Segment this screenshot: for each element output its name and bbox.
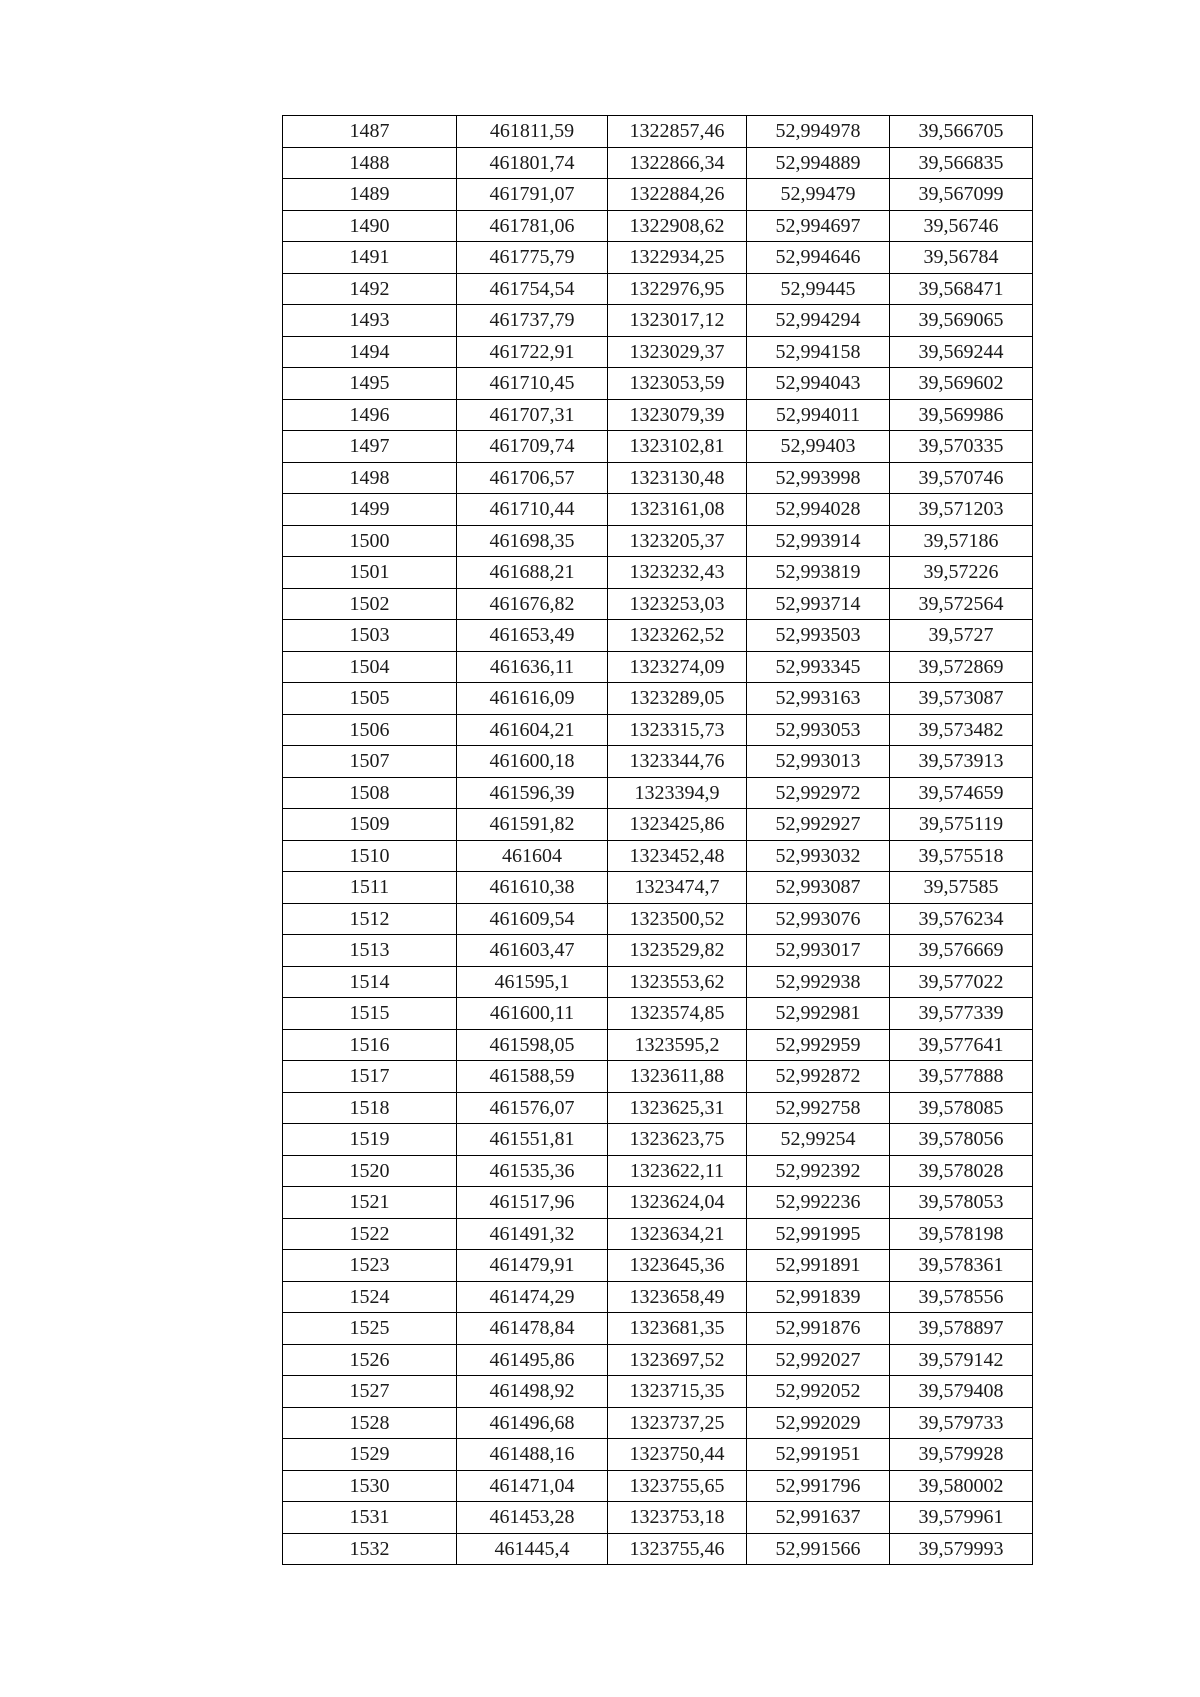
- table-row: [283, 1470, 1033, 1502]
- longitude-cell: 39,577888: [890, 1061, 1033, 1093]
- coord-y-cell: 1323755,46: [608, 1533, 747, 1565]
- latitude-cell: 52,992027: [747, 1344, 890, 1376]
- table-row: [283, 840, 1033, 872]
- coord-x-cell: 461535,36: [457, 1155, 608, 1187]
- coord-x-cell: 461498,92: [457, 1376, 608, 1408]
- point-number-cell: 1502: [283, 588, 457, 620]
- latitude-cell: 52,992927: [747, 809, 890, 841]
- table-row: [283, 966, 1033, 998]
- table-row: [283, 1218, 1033, 1250]
- coord-y-cell: 1323017,12: [608, 305, 747, 337]
- latitude-cell: 52,991566: [747, 1533, 890, 1565]
- coord-x-cell: 461603,47: [457, 935, 608, 967]
- table-row: [283, 462, 1033, 494]
- longitude-cell: 39,574659: [890, 777, 1033, 809]
- latitude-cell: 52,991796: [747, 1470, 890, 1502]
- longitude-cell: 39,578085: [890, 1092, 1033, 1124]
- latitude-cell: 52,991891: [747, 1250, 890, 1282]
- point-number-cell: 1503: [283, 620, 457, 652]
- coord-x-cell: 461600,11: [457, 998, 608, 1030]
- coord-y-cell: 1323425,86: [608, 809, 747, 841]
- table-row: [283, 1029, 1033, 1061]
- table-row: [283, 273, 1033, 305]
- table-row: [283, 1281, 1033, 1313]
- table-row: [283, 1502, 1033, 1534]
- latitude-cell: 52,991839: [747, 1281, 890, 1313]
- table-row: [283, 1187, 1033, 1219]
- table-row: [283, 210, 1033, 242]
- latitude-cell: 52,992981: [747, 998, 890, 1030]
- latitude-cell: 52,991637: [747, 1502, 890, 1534]
- coord-x-cell: 461737,79: [457, 305, 608, 337]
- latitude-cell: 52,993163: [747, 683, 890, 715]
- table-row: [283, 431, 1033, 463]
- table-row: [283, 1407, 1033, 1439]
- latitude-cell: 52,994011: [747, 399, 890, 431]
- point-number-cell: 1529: [283, 1439, 457, 1471]
- table-row: [283, 1376, 1033, 1408]
- table-row: [283, 998, 1033, 1030]
- coord-y-cell: 1322908,62: [608, 210, 747, 242]
- longitude-cell: 39,567099: [890, 179, 1033, 211]
- coord-y-cell: 1323595,2: [608, 1029, 747, 1061]
- longitude-cell: 39,573087: [890, 683, 1033, 715]
- latitude-cell: 52,994889: [747, 147, 890, 179]
- point-number-cell: 1504: [283, 651, 457, 683]
- table-row: [283, 777, 1033, 809]
- coord-y-cell: 1323553,62: [608, 966, 747, 998]
- longitude-cell: 39,569065: [890, 305, 1033, 337]
- coord-x-cell: 461474,29: [457, 1281, 608, 1313]
- latitude-cell: 52,992758: [747, 1092, 890, 1124]
- longitude-cell: 39,575518: [890, 840, 1033, 872]
- coord-x-cell: 461610,38: [457, 872, 608, 904]
- point-number-cell: 1531: [283, 1502, 457, 1534]
- latitude-cell: 52,993053: [747, 714, 890, 746]
- point-number-cell: 1510: [283, 840, 457, 872]
- longitude-cell: 39,57226: [890, 557, 1033, 589]
- point-number-cell: 1523: [283, 1250, 457, 1282]
- latitude-cell: 52,994028: [747, 494, 890, 526]
- point-number-cell: 1532: [283, 1533, 457, 1565]
- coord-y-cell: 1323289,05: [608, 683, 747, 715]
- longitude-cell: 39,573913: [890, 746, 1033, 778]
- coord-x-cell: 461754,54: [457, 273, 608, 305]
- latitude-cell: 52,992959: [747, 1029, 890, 1061]
- longitude-cell: 39,578556: [890, 1281, 1033, 1313]
- table-row: [283, 1439, 1033, 1471]
- latitude-cell: 52,993017: [747, 935, 890, 967]
- point-number-cell: 1514: [283, 966, 457, 998]
- latitude-cell: 52,992392: [747, 1155, 890, 1187]
- coord-x-cell: 461706,57: [457, 462, 608, 494]
- latitude-cell: 52,993503: [747, 620, 890, 652]
- coord-y-cell: 1323344,76: [608, 746, 747, 778]
- point-number-cell: 1492: [283, 273, 457, 305]
- longitude-cell: 39,57186: [890, 525, 1033, 557]
- coord-y-cell: 1323634,21: [608, 1218, 747, 1250]
- coord-x-cell: 461600,18: [457, 746, 608, 778]
- table-row: [283, 525, 1033, 557]
- table-row: [283, 147, 1033, 179]
- table-row: [283, 935, 1033, 967]
- longitude-cell: 39,56746: [890, 210, 1033, 242]
- coord-x-cell: 461488,16: [457, 1439, 608, 1471]
- longitude-cell: 39,570335: [890, 431, 1033, 463]
- point-number-cell: 1489: [283, 179, 457, 211]
- coord-x-cell: 461471,04: [457, 1470, 608, 1502]
- coord-y-cell: 1323394,9: [608, 777, 747, 809]
- latitude-cell: 52,99403: [747, 431, 890, 463]
- coord-x-cell: 461604: [457, 840, 608, 872]
- longitude-cell: 39,577339: [890, 998, 1033, 1030]
- latitude-cell: 52,993013: [747, 746, 890, 778]
- coord-x-cell: 461791,07: [457, 179, 608, 211]
- latitude-cell: 52,994158: [747, 336, 890, 368]
- coord-y-cell: 1323232,43: [608, 557, 747, 589]
- coord-y-cell: 1323622,11: [608, 1155, 747, 1187]
- point-number-cell: 1528: [283, 1407, 457, 1439]
- point-number-cell: 1515: [283, 998, 457, 1030]
- longitude-cell: 39,569244: [890, 336, 1033, 368]
- coord-x-cell: 461698,35: [457, 525, 608, 557]
- coord-y-cell: 1323753,18: [608, 1502, 747, 1534]
- coord-y-cell: 1323452,48: [608, 840, 747, 872]
- coord-y-cell: 1322884,26: [608, 179, 747, 211]
- coord-y-cell: 1323697,52: [608, 1344, 747, 1376]
- point-number-cell: 1530: [283, 1470, 457, 1502]
- coord-x-cell: 461676,82: [457, 588, 608, 620]
- point-number-cell: 1519: [283, 1124, 457, 1156]
- table-row: [283, 399, 1033, 431]
- longitude-cell: 39,576234: [890, 903, 1033, 935]
- coord-y-cell: 1323737,25: [608, 1407, 747, 1439]
- longitude-cell: 39,579961: [890, 1502, 1033, 1534]
- coord-y-cell: 1323274,09: [608, 651, 747, 683]
- point-number-cell: 1500: [283, 525, 457, 557]
- point-number-cell: 1498: [283, 462, 457, 494]
- point-number-cell: 1517: [283, 1061, 457, 1093]
- coord-x-cell: 461445,4: [457, 1533, 608, 1565]
- point-number-cell: 1508: [283, 777, 457, 809]
- latitude-cell: 52,992972: [747, 777, 890, 809]
- latitude-cell: 52,993998: [747, 462, 890, 494]
- coord-x-cell: 461609,54: [457, 903, 608, 935]
- latitude-cell: 52,993345: [747, 651, 890, 683]
- coord-y-cell: 1323053,59: [608, 368, 747, 400]
- coord-x-cell: 461811,59: [457, 116, 608, 148]
- coord-y-cell: 1323755,65: [608, 1470, 747, 1502]
- table-row: [283, 305, 1033, 337]
- point-number-cell: 1493: [283, 305, 457, 337]
- longitude-cell: 39,576669: [890, 935, 1033, 967]
- coord-y-cell: 1323029,37: [608, 336, 747, 368]
- latitude-cell: 52,99445: [747, 273, 890, 305]
- coord-y-cell: 1322857,46: [608, 116, 747, 148]
- point-number-cell: 1499: [283, 494, 457, 526]
- point-number-cell: 1495: [283, 368, 457, 400]
- point-number-cell: 1494: [283, 336, 457, 368]
- coord-x-cell: 461775,79: [457, 242, 608, 274]
- point-number-cell: 1524: [283, 1281, 457, 1313]
- coord-y-cell: 1323715,35: [608, 1376, 747, 1408]
- table-row: [283, 872, 1033, 904]
- table-row: [283, 714, 1033, 746]
- longitude-cell: 39,572869: [890, 651, 1033, 683]
- coord-y-cell: 1323658,49: [608, 1281, 747, 1313]
- coord-x-cell: 461709,74: [457, 431, 608, 463]
- table-row: [283, 494, 1033, 526]
- table-row: [283, 368, 1033, 400]
- point-number-cell: 1513: [283, 935, 457, 967]
- latitude-cell: 52,993819: [747, 557, 890, 589]
- longitude-cell: 39,568471: [890, 273, 1033, 305]
- coord-x-cell: 461596,39: [457, 777, 608, 809]
- longitude-cell: 39,578897: [890, 1313, 1033, 1345]
- latitude-cell: 52,994646: [747, 242, 890, 274]
- point-number-cell: 1501: [283, 557, 457, 589]
- coord-x-cell: 461517,96: [457, 1187, 608, 1219]
- longitude-cell: 39,570746: [890, 462, 1033, 494]
- latitude-cell: 52,992052: [747, 1376, 890, 1408]
- longitude-cell: 39,575119: [890, 809, 1033, 841]
- point-number-cell: 1511: [283, 872, 457, 904]
- coord-x-cell: 461722,91: [457, 336, 608, 368]
- longitude-cell: 39,580002: [890, 1470, 1033, 1502]
- table-row: [283, 620, 1033, 652]
- table-row: [283, 1533, 1033, 1565]
- point-number-cell: 1496: [283, 399, 457, 431]
- point-number-cell: 1525: [283, 1313, 457, 1345]
- coord-y-cell: 1323529,82: [608, 935, 747, 967]
- coord-x-cell: 461491,32: [457, 1218, 608, 1250]
- latitude-cell: 52,99254: [747, 1124, 890, 1156]
- table-row: [283, 336, 1033, 368]
- coord-y-cell: 1323645,36: [608, 1250, 747, 1282]
- table-row: [283, 746, 1033, 778]
- coord-y-cell: 1323161,08: [608, 494, 747, 526]
- coord-y-cell: 1322976,95: [608, 273, 747, 305]
- longitude-cell: 39,579928: [890, 1439, 1033, 1471]
- point-number-cell: 1506: [283, 714, 457, 746]
- coord-x-cell: 461604,21: [457, 714, 608, 746]
- latitude-cell: 52,99479: [747, 179, 890, 211]
- coord-x-cell: 461801,74: [457, 147, 608, 179]
- longitude-cell: 39,569602: [890, 368, 1033, 400]
- point-number-cell: 1505: [283, 683, 457, 715]
- coord-y-cell: 1323474,7: [608, 872, 747, 904]
- coord-y-cell: 1323625,31: [608, 1092, 747, 1124]
- latitude-cell: 52,992029: [747, 1407, 890, 1439]
- point-number-cell: 1491: [283, 242, 457, 274]
- latitude-cell: 52,993032: [747, 840, 890, 872]
- point-number-cell: 1497: [283, 431, 457, 463]
- coordinates-table-body: [283, 116, 1033, 1565]
- longitude-cell: 39,579733: [890, 1407, 1033, 1439]
- longitude-cell: 39,578053: [890, 1187, 1033, 1219]
- table-row: [283, 683, 1033, 715]
- point-number-cell: 1522: [283, 1218, 457, 1250]
- table-row: [283, 1155, 1033, 1187]
- table-row: [283, 557, 1033, 589]
- coord-y-cell: 1322866,34: [608, 147, 747, 179]
- coord-x-cell: 461479,91: [457, 1250, 608, 1282]
- coord-x-cell: 461616,09: [457, 683, 608, 715]
- coord-y-cell: 1323315,73: [608, 714, 747, 746]
- coord-y-cell: 1323079,39: [608, 399, 747, 431]
- coord-y-cell: 1323681,35: [608, 1313, 747, 1345]
- longitude-cell: 39,578361: [890, 1250, 1033, 1282]
- longitude-cell: 39,566705: [890, 116, 1033, 148]
- point-number-cell: 1487: [283, 116, 457, 148]
- coord-x-cell: 461591,82: [457, 809, 608, 841]
- latitude-cell: 52,994294: [747, 305, 890, 337]
- point-number-cell: 1490: [283, 210, 457, 242]
- coord-x-cell: 461478,84: [457, 1313, 608, 1345]
- coord-x-cell: 461707,31: [457, 399, 608, 431]
- point-number-cell: 1512: [283, 903, 457, 935]
- longitude-cell: 39,57585: [890, 872, 1033, 904]
- coord-y-cell: 1322934,25: [608, 242, 747, 274]
- latitude-cell: 52,992236: [747, 1187, 890, 1219]
- coord-y-cell: 1323623,75: [608, 1124, 747, 1156]
- longitude-cell: 39,56784: [890, 242, 1033, 274]
- point-number-cell: 1488: [283, 147, 457, 179]
- table-row: [283, 179, 1033, 211]
- longitude-cell: 39,579142: [890, 1344, 1033, 1376]
- table-row: [283, 903, 1033, 935]
- coord-y-cell: 1323500,52: [608, 903, 747, 935]
- coord-x-cell: 461453,28: [457, 1502, 608, 1534]
- table-row: [283, 809, 1033, 841]
- latitude-cell: 52,992938: [747, 966, 890, 998]
- coord-y-cell: 1323262,52: [608, 620, 747, 652]
- latitude-cell: 52,991951: [747, 1439, 890, 1471]
- longitude-cell: 39,571203: [890, 494, 1033, 526]
- longitude-cell: 39,566835: [890, 147, 1033, 179]
- point-number-cell: 1509: [283, 809, 457, 841]
- point-number-cell: 1521: [283, 1187, 457, 1219]
- longitude-cell: 39,572564: [890, 588, 1033, 620]
- coord-y-cell: 1323624,04: [608, 1187, 747, 1219]
- longitude-cell: 39,577022: [890, 966, 1033, 998]
- longitude-cell: 39,578028: [890, 1155, 1033, 1187]
- table-row: [283, 242, 1033, 274]
- point-number-cell: 1520: [283, 1155, 457, 1187]
- coord-y-cell: 1323574,85: [608, 998, 747, 1030]
- coord-x-cell: 461710,44: [457, 494, 608, 526]
- point-number-cell: 1518: [283, 1092, 457, 1124]
- coord-x-cell: 461576,07: [457, 1092, 608, 1124]
- coord-x-cell: 461495,86: [457, 1344, 608, 1376]
- latitude-cell: 52,994043: [747, 368, 890, 400]
- coord-y-cell: 1323130,48: [608, 462, 747, 494]
- latitude-cell: 52,994978: [747, 116, 890, 148]
- point-number-cell: 1526: [283, 1344, 457, 1376]
- latitude-cell: 52,993076: [747, 903, 890, 935]
- coord-y-cell: 1323750,44: [608, 1439, 747, 1471]
- table-row: [283, 651, 1033, 683]
- coord-x-cell: 461551,81: [457, 1124, 608, 1156]
- table-row: [283, 588, 1033, 620]
- latitude-cell: 52,993914: [747, 525, 890, 557]
- longitude-cell: 39,579408: [890, 1376, 1033, 1408]
- point-number-cell: 1507: [283, 746, 457, 778]
- coordinates-table: [282, 115, 1033, 1565]
- coord-x-cell: 461688,21: [457, 557, 608, 589]
- coord-x-cell: 461598,05: [457, 1029, 608, 1061]
- longitude-cell: 39,5727: [890, 620, 1033, 652]
- table-row: [283, 1061, 1033, 1093]
- coord-x-cell: 461710,45: [457, 368, 608, 400]
- longitude-cell: 39,577641: [890, 1029, 1033, 1061]
- latitude-cell: 52,991876: [747, 1313, 890, 1345]
- longitude-cell: 39,573482: [890, 714, 1033, 746]
- coord-x-cell: 461653,49: [457, 620, 608, 652]
- latitude-cell: 52,992872: [747, 1061, 890, 1093]
- longitude-cell: 39,569986: [890, 399, 1033, 431]
- coord-x-cell: 461588,59: [457, 1061, 608, 1093]
- point-number-cell: 1527: [283, 1376, 457, 1408]
- latitude-cell: 52,991995: [747, 1218, 890, 1250]
- coord-y-cell: 1323611,88: [608, 1061, 747, 1093]
- coord-x-cell: 461595,1: [457, 966, 608, 998]
- coord-x-cell: 461781,06: [457, 210, 608, 242]
- table-row: [283, 1092, 1033, 1124]
- longitude-cell: 39,579993: [890, 1533, 1033, 1565]
- coord-y-cell: 1323102,81: [608, 431, 747, 463]
- table-row: [283, 1344, 1033, 1376]
- coord-x-cell: 461636,11: [457, 651, 608, 683]
- point-number-cell: 1516: [283, 1029, 457, 1061]
- table-row: [283, 1124, 1033, 1156]
- latitude-cell: 52,993714: [747, 588, 890, 620]
- coord-y-cell: 1323205,37: [608, 525, 747, 557]
- longitude-cell: 39,578056: [890, 1124, 1033, 1156]
- longitude-cell: 39,578198: [890, 1218, 1033, 1250]
- latitude-cell: 52,994697: [747, 210, 890, 242]
- table-row: [283, 1250, 1033, 1282]
- table-row: [283, 116, 1033, 148]
- coord-y-cell: 1323253,03: [608, 588, 747, 620]
- latitude-cell: 52,993087: [747, 872, 890, 904]
- table-row: [283, 1313, 1033, 1345]
- coord-x-cell: 461496,68: [457, 1407, 608, 1439]
